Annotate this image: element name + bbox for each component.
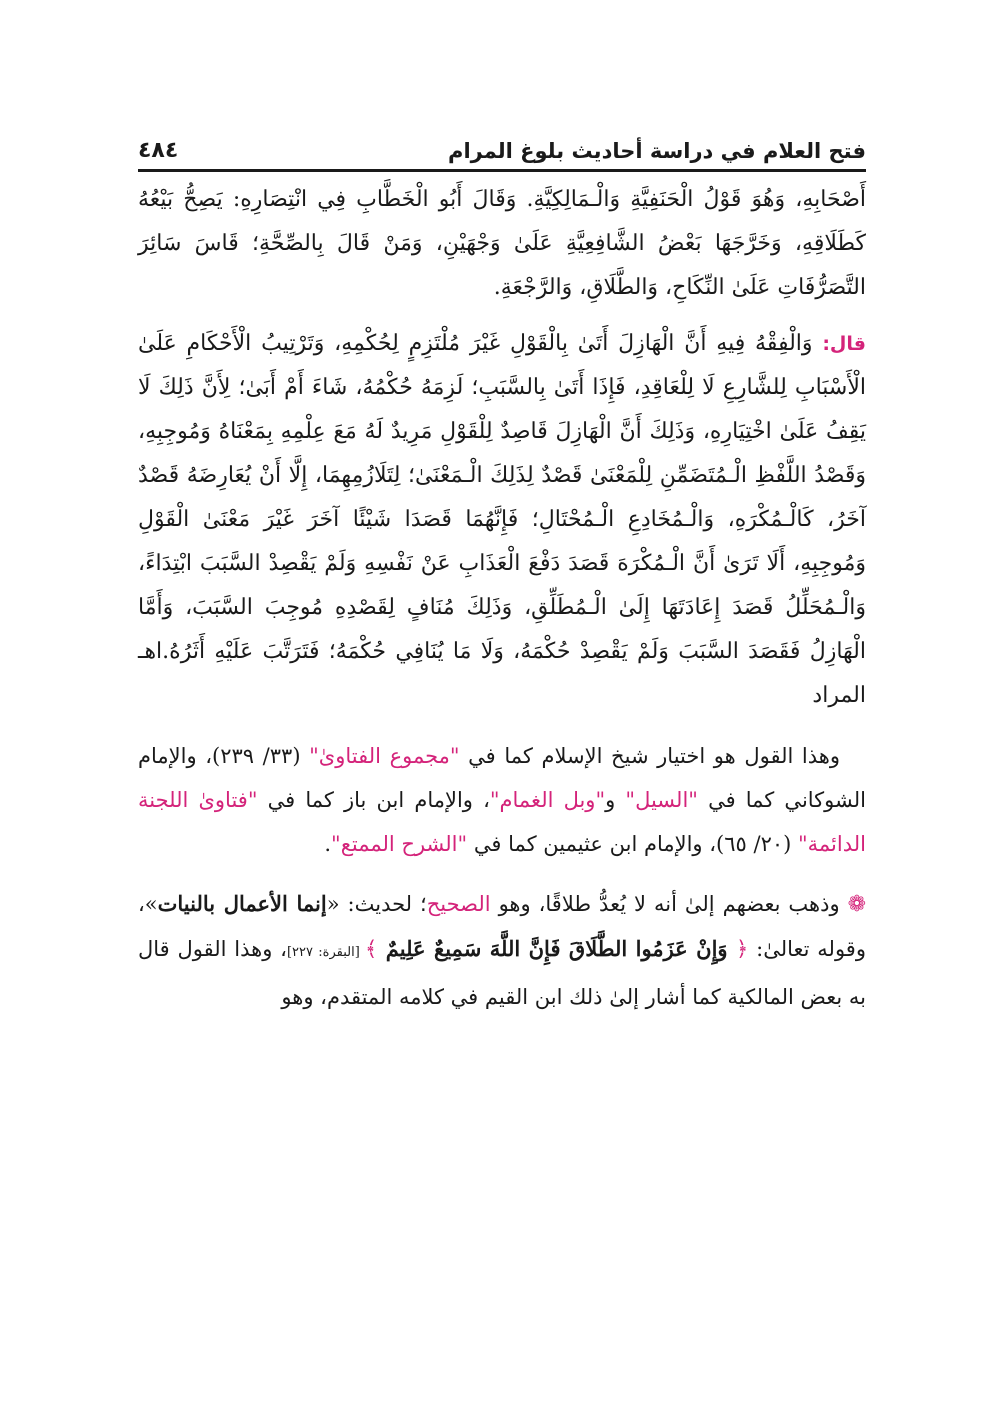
reference-sharh-mumti: "الشرح الممتع" xyxy=(331,832,468,856)
paragraph-3 xyxy=(138,734,866,866)
paragraph-1-text: أَصْحَابِهِ، وَهُوَ قَوْلُ الْحَنَفِيَّةِ وَالْـمَالِكِيَّةِ. وَقَالَ أَبُو الْخَطَّابِ فِي انْتِصَارِهِ: يَصِحُّ بَيْعُهُ كَطَلَاقِهِ، وَخَرَّجَهَا بَعْضُ الشَّافِعِيَّةِ عَلَىٰ وَجْهَيْنِ، وَمَنْ قَالَ بِالصِّحَّةِ؛ قَاسَ سَائِرَ التَّصَرُّفَاتِ عَلَىٰ النِّكَاحِ، وَالطَّلَاقِ، وَالرَّجْعَةِ. xyxy=(138,187,866,300)
paragraph-1 xyxy=(138,178,866,310)
paragraph-2-ending: اهـ المراد xyxy=(138,639,866,708)
p4-text-3: »، وقوله تعالىٰ: xyxy=(138,892,866,961)
flower-icon: ❁ xyxy=(847,892,866,917)
hadith-text: إنما الأعمال بالنيات xyxy=(157,891,327,916)
ayah-open-bracket: ﴿ xyxy=(736,937,749,961)
page-header xyxy=(138,128,866,172)
sahih-label: الصحيح xyxy=(426,892,491,916)
page-body xyxy=(138,178,866,1019)
paragraph-4 xyxy=(138,882,866,1019)
p4-text-4: ، وهذا القول قال به بعض المالكية كما أشار إلىٰ ذلك ابن القيم في كلامه المتقدم، وهو xyxy=(138,937,866,1009)
page-number: ٤٨٤ xyxy=(138,138,179,163)
qala-label: قال: xyxy=(822,333,866,355)
p3-text-1: وهذا القول هو اختيار شيخ الإسلام كما في xyxy=(459,744,840,768)
reference-majmu-fatawa: "مجموع الفتاوىٰ" xyxy=(309,744,460,768)
book-title: فتح العلام في دراسة أحاديث بلوغ المرام xyxy=(448,139,866,163)
reference-sayl: "السيل" xyxy=(625,788,698,812)
ayah-close-bracket: ﴾ xyxy=(365,937,378,961)
surah-reference: [البقرة: ٢٢٧] xyxy=(286,945,366,960)
paragraph-2-text: وَالْفِقْهُ فِيهِ أَنَّ الْهَازِلَ أَتَىٰ بِالْقَوْلِ غَيْرَ مُلْتَزِمٍ لِحُكْمِهِ، وَتَرْتِيبُ الْأَحْكَامِ عَلَىٰ الْأَسْبَابِ لِلشَّارِعِ لَا لِلْعَاقِدِ، فَإِذَا أَتَىٰ بِالسَّبَبِ؛ لَزِمَهُ حُكْمُهُ، شَاءَ أَمْ أَبَىٰ؛ لِأَنَّ ذَلِكَ لَا يَقِفُ عَلَىٰ اخْتِيَارِهِ، وَذَلِكَ أَنَّ الْهَازِلَ قَاصِدٌ لِلْقَوْلِ مَرِيدٌ لَهُ مَعَ عِلْمِهِ بِمَعْنَاهُ وَمُوجِبِهِ، وَقَصْدُ اللَّفْظِ الْـمُتَضَمِّنِ لِلْمَعْنَىٰ قَصْدٌ لِذَلِكَ الْـمَعْنَىٰ؛ لِتَلَازُمِهِمَا، إِلَّا أَنْ يُعَارِضَهُ قَصْدٌ آخَرُ، كَالْـمُكْرَهِ، وَالْـمُخَادِعِ الْـمُحْتَالِ؛ فَإِنَّهُمَا قَصَدَا شَيْئًا آخَرَ غَيْرَ مَعْنَىٰ الْقَوْلِ وَمُوجِبِهِ، أَلَا تَرَىٰ أَنَّ الْـمُكْرَهَ قَصَدَ دَفْعَ الْعَذَابِ عَنْ نَفْسِهِ وَلَمْ يَقْصِدْ السَّبَبَ ابْتِدَاءً، وَالْـمُحَلِّلُ قَصَدَ إِعَادَتَهَا إِلَىٰ الْـمُطَلِّقِ، وَذَلِكَ مُنَافٍ لِقَصْدِهِ مُوجِبَ السَّبَبَ، وَأَمَّا الْهَازِلُ فَقَصَدَ السَّبَبَ وَلَمْ يَقْصِدْ حُكْمَهُ، وَلَا مَا يُنَافِي حُكْمَهُ؛ فَتَرَتَّبَ عَلَيْهِ أَثَرُهُ. xyxy=(138,331,866,664)
quran-verse: وَإِنْ عَزَمُوا الطَّلَاقَ فَإِنَّ اللَّهَ سَمِيعٌ عَلِيمٌ xyxy=(377,936,737,961)
p3-text-4: ، والإمام ابن باز كما في xyxy=(257,788,490,812)
p4-text-1: وذهب بعضهم إلىٰ أنه لا يُعدُّ طلاقًا، وهو xyxy=(490,892,848,916)
paragraph-2 xyxy=(138,322,866,718)
reference-fatawa-lajna: "فتاوىٰ اللجنة الدائمة" xyxy=(138,788,866,856)
reference-wabl-ghamam: "وبل الغمام" xyxy=(489,788,606,812)
p3-text-3: و xyxy=(605,788,626,812)
p3-text-5: (٢٠/ ٦٥)، والإمام ابن عثيمين كما في xyxy=(467,832,798,856)
p3-text-6: . xyxy=(324,832,332,856)
p4-text-2: ؛ لحديث: « xyxy=(326,892,427,916)
p3-text-2: (٣٣/ ٢٣٩)، والإمام الشوكاني كما في xyxy=(138,744,866,812)
